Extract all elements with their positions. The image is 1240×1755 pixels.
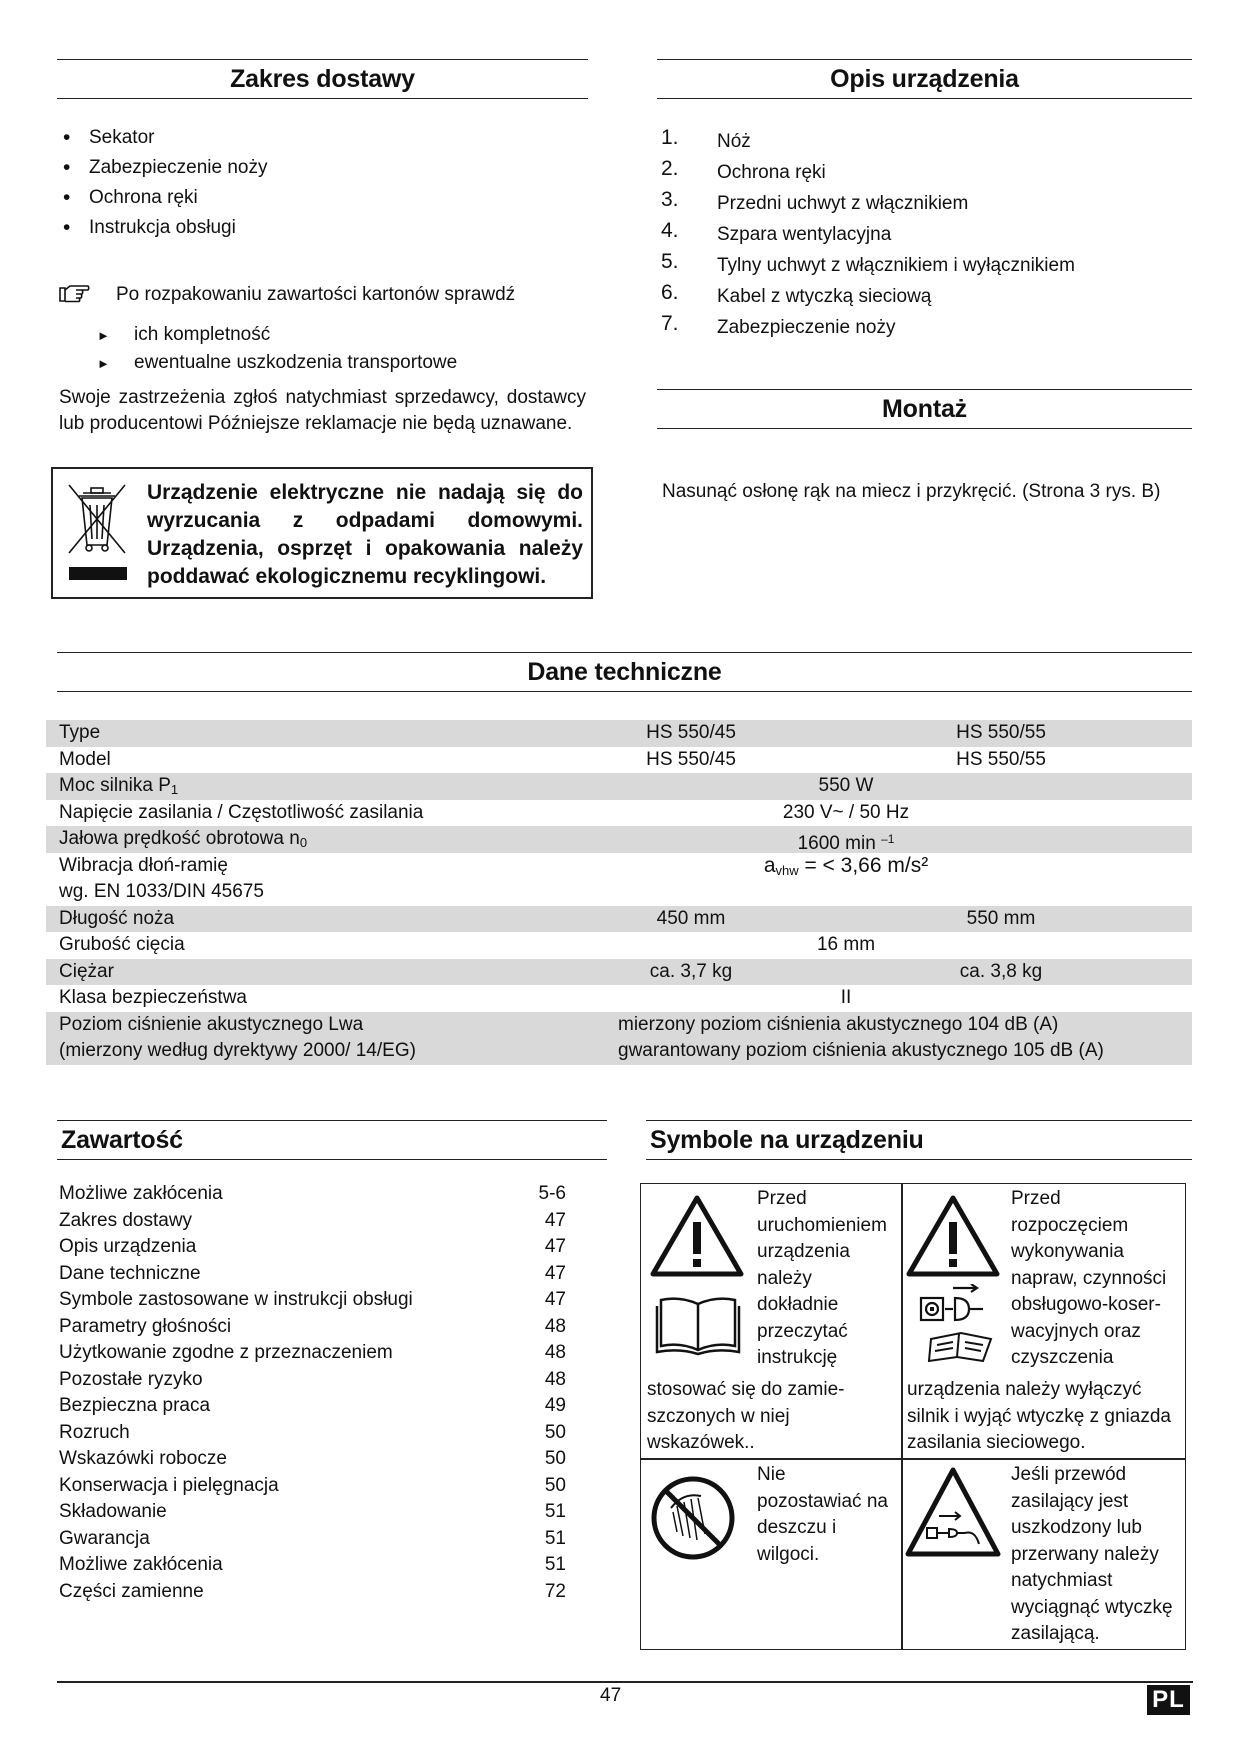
text-line: przeczytać [757, 1320, 848, 1342]
text-line: zasilania sieciowego. [907, 1432, 1086, 1453]
symbol-text [907, 1377, 1171, 1457]
symbol-text [1011, 1462, 1173, 1648]
value-symbol: a [763, 853, 776, 877]
toc-page: 51 [544, 1554, 566, 1575]
toc-title: Parametry głośności [59, 1315, 232, 1337]
item-text: Ochrona ręki [717, 162, 826, 183]
section-heading-assembly: Montaż [657, 389, 1192, 429]
toc-title: Możliwe zakłócenia [59, 1554, 223, 1575]
toc-title: Użytkowanie zgodne z przeznaczeniem [59, 1342, 393, 1363]
text-line: szczonych w niej [647, 1405, 790, 1427]
list-item [661, 219, 1181, 250]
cell-value: 550 mm [966, 907, 1036, 929]
toc-entry[interactable] [59, 1234, 569, 1261]
text-line: czyszczenia [1011, 1347, 1114, 1368]
item-text: Przedni uchwyt z włącznikiem [717, 193, 969, 214]
toc-page: 50 [544, 1474, 566, 1496]
list-item: • Instrukcja obsługi [57, 213, 557, 243]
list-item: • Zabezpieczenie noży [57, 153, 557, 183]
value-subscript: vhw [775, 862, 799, 878]
grid-divider [901, 1184, 903, 1649]
toc-page: 50 [544, 1421, 566, 1443]
toc-title: Symbole zastosowane w instrukcji obsługi [59, 1289, 413, 1310]
list-item [661, 250, 1181, 281]
section-heading-symbols: Symbole na urządzeniu [646, 1120, 1192, 1160]
value-text: 1600 min [797, 833, 876, 854]
text-line: wykonywania [1011, 1241, 1124, 1262]
text-line: zasilającą. [1011, 1623, 1100, 1644]
toc-page: 51 [544, 1527, 566, 1549]
table-row [46, 906, 1192, 933]
cell-value: HS 550/45 [646, 722, 736, 743]
grid-divider [641, 1458, 1185, 1460]
value-text: mierzony poziom ciśnienia akustycznego 104 dB (A) [618, 1013, 1059, 1035]
toc-entry[interactable] [59, 1473, 569, 1500]
toc-title: Wskazówki robocze [59, 1448, 227, 1469]
label-text: Moc silnika P [59, 775, 171, 796]
toc-page: 5-6 [538, 1183, 566, 1204]
text-line: przerwany należy [1011, 1543, 1159, 1565]
toc-entry[interactable] [59, 1526, 569, 1553]
label-text: Poziom ciśnienie akustycznego Lwa [59, 1013, 364, 1035]
unplug-icon [919, 1284, 1005, 1329]
cell-value: HS 550/55 [956, 748, 1046, 770]
table-row [46, 720, 1192, 747]
cell-value: 550 W [818, 775, 874, 796]
check-intro: Po rozpakowaniu zawartości kartonów sprawdź [116, 284, 516, 305]
label-subscript: 0 [299, 835, 308, 850]
text-line: Przed [757, 1188, 807, 1209]
text-line: wilgoci. [757, 1543, 820, 1565]
value-superscript: –1 [881, 832, 895, 846]
toc-title: Dane techniczne [59, 1262, 201, 1284]
symbol-text [647, 1377, 844, 1457]
text-line: zasilający jest [1011, 1490, 1129, 1512]
item-text: Nóż [717, 131, 751, 152]
recycling-text: Urządzenie elektryczne nie nadają się do wyrzucania z odpadami domowymi. Urządzenia, osprzęt i opakowania należy poddawać ekologicznemu recyklingowi. [147, 481, 583, 588]
item-text: Kabel z wtyczką sieciową [717, 286, 932, 307]
list-item: • Sekator [57, 123, 557, 153]
text-line: natychmiast [1011, 1570, 1113, 1591]
value-text: gwarantowany poziom ciśnienia akustycznego 105 dB (A) [618, 1039, 1104, 1061]
text-line: Przed [1011, 1188, 1061, 1209]
toc-page: 47 [544, 1262, 566, 1284]
toc-entry[interactable] [59, 1393, 569, 1420]
toc-title: Bezpieczna praca [59, 1395, 211, 1416]
toc-title: Zakres dostawy [59, 1209, 193, 1231]
footer-divider [57, 1681, 1193, 1683]
symbol-text [757, 1462, 888, 1568]
label-text: wg. EN 1033/DIN 45675 [59, 880, 264, 902]
assembly-text: Nasunąć osłonę rąk na miecz i przykręcić. (Strona 3 rys. B) [662, 481, 1161, 502]
list-item [97, 349, 457, 377]
text-line: silnik i wyjąć wtyczkę z gniazda [907, 1405, 1171, 1427]
item-number: 1. [661, 126, 679, 149]
toc-entry[interactable] [59, 1552, 569, 1579]
toc-page: 50 [544, 1448, 566, 1469]
table-row [46, 932, 1192, 959]
table-row [46, 1012, 1192, 1065]
warning-triangle-icon [905, 1194, 1001, 1285]
toc-entry[interactable] [59, 1287, 569, 1314]
recycling-box [51, 467, 593, 599]
delivery-list [57, 123, 557, 243]
section-heading-contents: Zawartość [57, 1120, 607, 1160]
toc-page: 47 [544, 1209, 566, 1231]
row-label: Długość noża [59, 907, 175, 929]
row-label: Grubość cięcia [59, 934, 185, 955]
text-line: deszczu i [757, 1517, 837, 1538]
table-row [46, 747, 1192, 774]
item-number: 2. [661, 157, 679, 180]
no-rain-icon [649, 1474, 737, 1567]
toc-entry[interactable] [59, 1579, 569, 1606]
text-line: uruchomieniem [757, 1214, 887, 1236]
item-number: 6. [661, 281, 679, 304]
row-label: Ciężar [59, 960, 114, 982]
item-text: Zabezpieczenie noży [717, 317, 896, 338]
list-item [661, 126, 1181, 157]
row-label [59, 853, 264, 905]
toc-entry[interactable] [59, 1340, 569, 1367]
text-line: dokładnie [757, 1294, 839, 1315]
cell-value: HS 550/55 [956, 722, 1046, 743]
label-text: Wibracja dłoń-ramię [59, 854, 228, 876]
text-line: rozpoczęciem [1011, 1214, 1129, 1236]
list-item-text: ewentualne uszkodzenia transportowe [134, 352, 458, 373]
table-row [46, 773, 1192, 800]
symbols-grid [640, 1183, 1186, 1650]
toc-entry[interactable] [59, 1261, 569, 1288]
toc-entry[interactable] [59, 1367, 569, 1394]
row-label [59, 826, 307, 856]
table-row [46, 985, 1192, 1012]
text-line: instrukcję [757, 1347, 838, 1368]
text-line: pozostawiać na [757, 1490, 888, 1512]
toc-title: Rozruch [59, 1421, 130, 1443]
toc-entry[interactable] [59, 1499, 569, 1526]
row-label [59, 773, 178, 803]
row-label: Klasa bezpieczeństwa [59, 987, 247, 1008]
read-manual-icon [655, 1294, 741, 1361]
list-item: • Ochrona ręki [57, 183, 557, 213]
warning-triangle-icon [649, 1194, 745, 1285]
toc-title: Gwarancja [59, 1527, 150, 1549]
complaint-note: Swoje zastrzeżenia zgłoś natychmiast sprzedawcy, dostawcy lub producentowi Późniejsze reklamacje nie będą uznawane. [59, 387, 586, 434]
table-row [46, 853, 1192, 906]
cell-value: ca. 3,8 kg [959, 960, 1043, 982]
text-line: Jeśli przewód [1011, 1464, 1127, 1485]
description-list [661, 126, 1181, 343]
cell-value: 450 mm [656, 907, 726, 929]
item-number: 3. [661, 188, 679, 211]
label-subscript: 1 [170, 782, 179, 797]
item-number: 4. [661, 219, 679, 242]
toc-entry[interactable] [59, 1208, 569, 1235]
item-text: Szpara wentylacyjna [717, 224, 892, 245]
item-number: 7. [661, 312, 679, 335]
item-number: 5. [661, 250, 679, 273]
toc-page: 48 [544, 1315, 566, 1337]
damaged-cable-warning-icon [905, 1466, 1001, 1571]
pointing-hand-icon [58, 282, 90, 309]
list-item [661, 157, 1181, 188]
table-row [46, 959, 1192, 986]
row-label: Napięcie zasilania / Częstotliwość zasilania [59, 801, 424, 823]
toc-title: Opis urządzenia [59, 1236, 197, 1257]
cell-value: ca. 3,7 kg [649, 960, 733, 982]
toc-page: 48 [544, 1368, 566, 1390]
text-line: wyciągnąć wtyczkę [1011, 1596, 1173, 1618]
text-line: obsługowo-koser- [1011, 1294, 1161, 1315]
section-heading-delivery: Zakres dostawy [57, 59, 588, 99]
toc-page: 47 [544, 1289, 566, 1310]
row-label: Type [59, 722, 101, 743]
toc-entry[interactable] [59, 1314, 569, 1341]
toc-page: 51 [544, 1501, 566, 1522]
section-heading-description: Opis urządzenia [657, 59, 1192, 99]
text-line: należy [757, 1267, 812, 1289]
row-label [59, 1012, 416, 1064]
page-number: 47 [600, 1685, 622, 1706]
text-line: stosować się do zamie- [647, 1379, 845, 1400]
label-text: Jałowa prędkość obrotowa n [59, 828, 300, 849]
toc-entry[interactable] [59, 1181, 569, 1208]
list-item [661, 188, 1181, 219]
toc-title: Możliwe zakłócenia [59, 1183, 223, 1204]
check-list [97, 321, 457, 377]
list-item [661, 281, 1181, 312]
toc-page: 49 [544, 1395, 566, 1416]
toc-page: 72 [544, 1580, 566, 1602]
symbol-text [1011, 1186, 1166, 1372]
toc-title: Pozostałe ryzyko [59, 1368, 203, 1390]
text-line: wskazówek.. [647, 1432, 755, 1453]
toc-page: 48 [544, 1342, 566, 1363]
item-text: Tylny uchwyt z włącznikiem i wyłącznikiem [717, 255, 1075, 276]
cell-value: 16 mm [816, 934, 876, 955]
list-item [97, 321, 457, 349]
toc-entry[interactable] [59, 1446, 569, 1473]
list-item-text: ich kompletność [134, 324, 271, 345]
arrow-bullet-icon: ► [97, 328, 110, 343]
cell-value: HS 550/45 [646, 748, 736, 770]
language-badge: PL [1147, 1685, 1190, 1715]
cell-value [618, 1012, 1104, 1064]
cell-value: II [840, 987, 852, 1008]
toc-entry[interactable] [59, 1420, 569, 1447]
text-line: uszkodzony lub [1011, 1517, 1142, 1538]
arrow-bullet-icon: ► [97, 356, 110, 371]
text-line: wacyjnych oraz [1011, 1320, 1141, 1342]
text-line: napraw, czynności [1011, 1267, 1167, 1289]
tech-table [46, 720, 1192, 1065]
toc-title: Części zamienne [59, 1580, 204, 1602]
cell-value [546, 853, 1146, 884]
toc-title: Konserwacja i pielęgnacja [59, 1474, 279, 1496]
cell-value: 230 V~ / 50 Hz [782, 801, 910, 823]
text-line: Nie [757, 1464, 786, 1485]
list-item [661, 312, 1181, 343]
text-line: urządzenia należy wyłączyć [907, 1379, 1142, 1400]
crossed-bin-icon [61, 479, 131, 588]
section-heading-tech: Dane techniczne [57, 652, 1192, 692]
label-text: (mierzony według dyrektywy 2000/ 14/EG) [59, 1039, 416, 1061]
open-manual-icon [925, 1329, 995, 1370]
table-row [46, 826, 1192, 853]
contents-list [59, 1181, 569, 1605]
text-line: urządzenia [757, 1241, 850, 1262]
toc-page: 47 [544, 1236, 566, 1257]
value-text: = < 3,66 m/s² [798, 853, 929, 877]
table-row [46, 800, 1192, 827]
symbol-text [757, 1186, 887, 1372]
toc-title: Składowanie [59, 1501, 167, 1522]
row-label: Model [59, 748, 111, 770]
